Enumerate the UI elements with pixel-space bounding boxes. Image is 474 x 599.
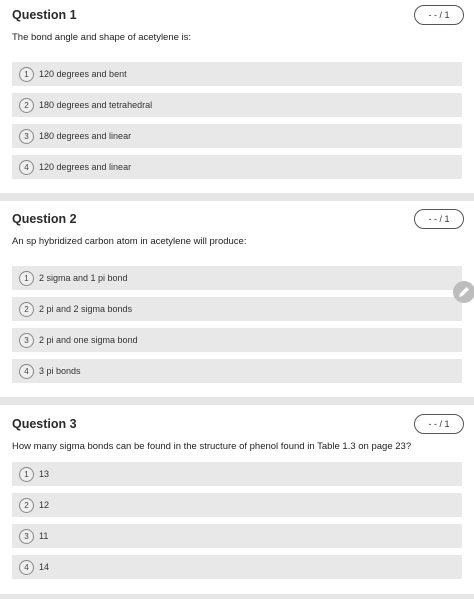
option-number: 4 xyxy=(19,364,34,379)
question-text: The bond angle and shape of acetylene is: xyxy=(12,32,192,43)
option-number: 1 xyxy=(19,467,34,482)
pencil-icon xyxy=(453,281,474,303)
answer-option-3[interactable] xyxy=(12,328,462,352)
option-label: 13 xyxy=(39,469,50,479)
edit-button[interactable] xyxy=(453,281,474,303)
score-badge: - - / 1 xyxy=(414,414,464,434)
answer-option-2[interactable] xyxy=(12,493,462,517)
option-label: 180 degrees and tetrahedral xyxy=(39,100,153,110)
answer-option-4[interactable] xyxy=(12,555,462,579)
option-label: 2 pi and 2 sigma bonds xyxy=(39,304,133,314)
answer-option-1[interactable] xyxy=(12,462,462,486)
option-label: 180 degrees and linear xyxy=(39,131,132,141)
question-card-1 xyxy=(0,0,474,193)
option-label: 14 xyxy=(39,562,50,572)
option-label: 2 pi and one sigma bond xyxy=(39,335,138,345)
score-badge: - - / 1 xyxy=(414,5,464,25)
question-text: How many sigma bonds can be found in the structure of phenol found in Table 1.3 on page 23? xyxy=(12,441,412,452)
question-text: An sp hybridized carbon atom in acetylene will produce: xyxy=(12,236,247,247)
question-card-2 xyxy=(0,201,474,397)
option-number: 4 xyxy=(19,560,34,575)
option-number: 1 xyxy=(19,67,34,82)
option-number: 3 xyxy=(19,333,34,348)
option-label: 11 xyxy=(39,531,49,541)
answer-option-4[interactable] xyxy=(12,155,462,179)
question-card-3 xyxy=(0,405,474,594)
answer-option-2[interactable] xyxy=(12,297,462,321)
answer-option-1[interactable] xyxy=(12,62,462,86)
question-title: Question 2 xyxy=(12,212,77,226)
option-number: 3 xyxy=(19,129,34,144)
option-label: 120 degrees and bent xyxy=(39,69,127,79)
option-number: 2 xyxy=(19,98,34,113)
score-badge: - - / 1 xyxy=(414,209,464,229)
answer-option-1[interactable] xyxy=(12,266,462,290)
option-number: 1 xyxy=(19,271,34,286)
option-label: 3 pi bonds xyxy=(39,366,81,376)
option-number: 2 xyxy=(19,498,34,513)
answer-option-3[interactable] xyxy=(12,124,462,148)
option-label: 2 sigma and 1 pi bond xyxy=(39,273,128,283)
option-number: 2 xyxy=(19,302,34,317)
answer-option-4[interactable] xyxy=(12,359,462,383)
question-title: Question 1 xyxy=(12,8,77,22)
question-title: Question 3 xyxy=(12,417,77,431)
option-label: 12 xyxy=(39,500,50,510)
option-number: 3 xyxy=(19,529,34,544)
option-number: 4 xyxy=(19,160,34,175)
answer-option-2[interactable] xyxy=(12,93,462,117)
answer-option-3[interactable] xyxy=(12,524,462,548)
option-label: 120 degrees and linear xyxy=(39,162,132,172)
